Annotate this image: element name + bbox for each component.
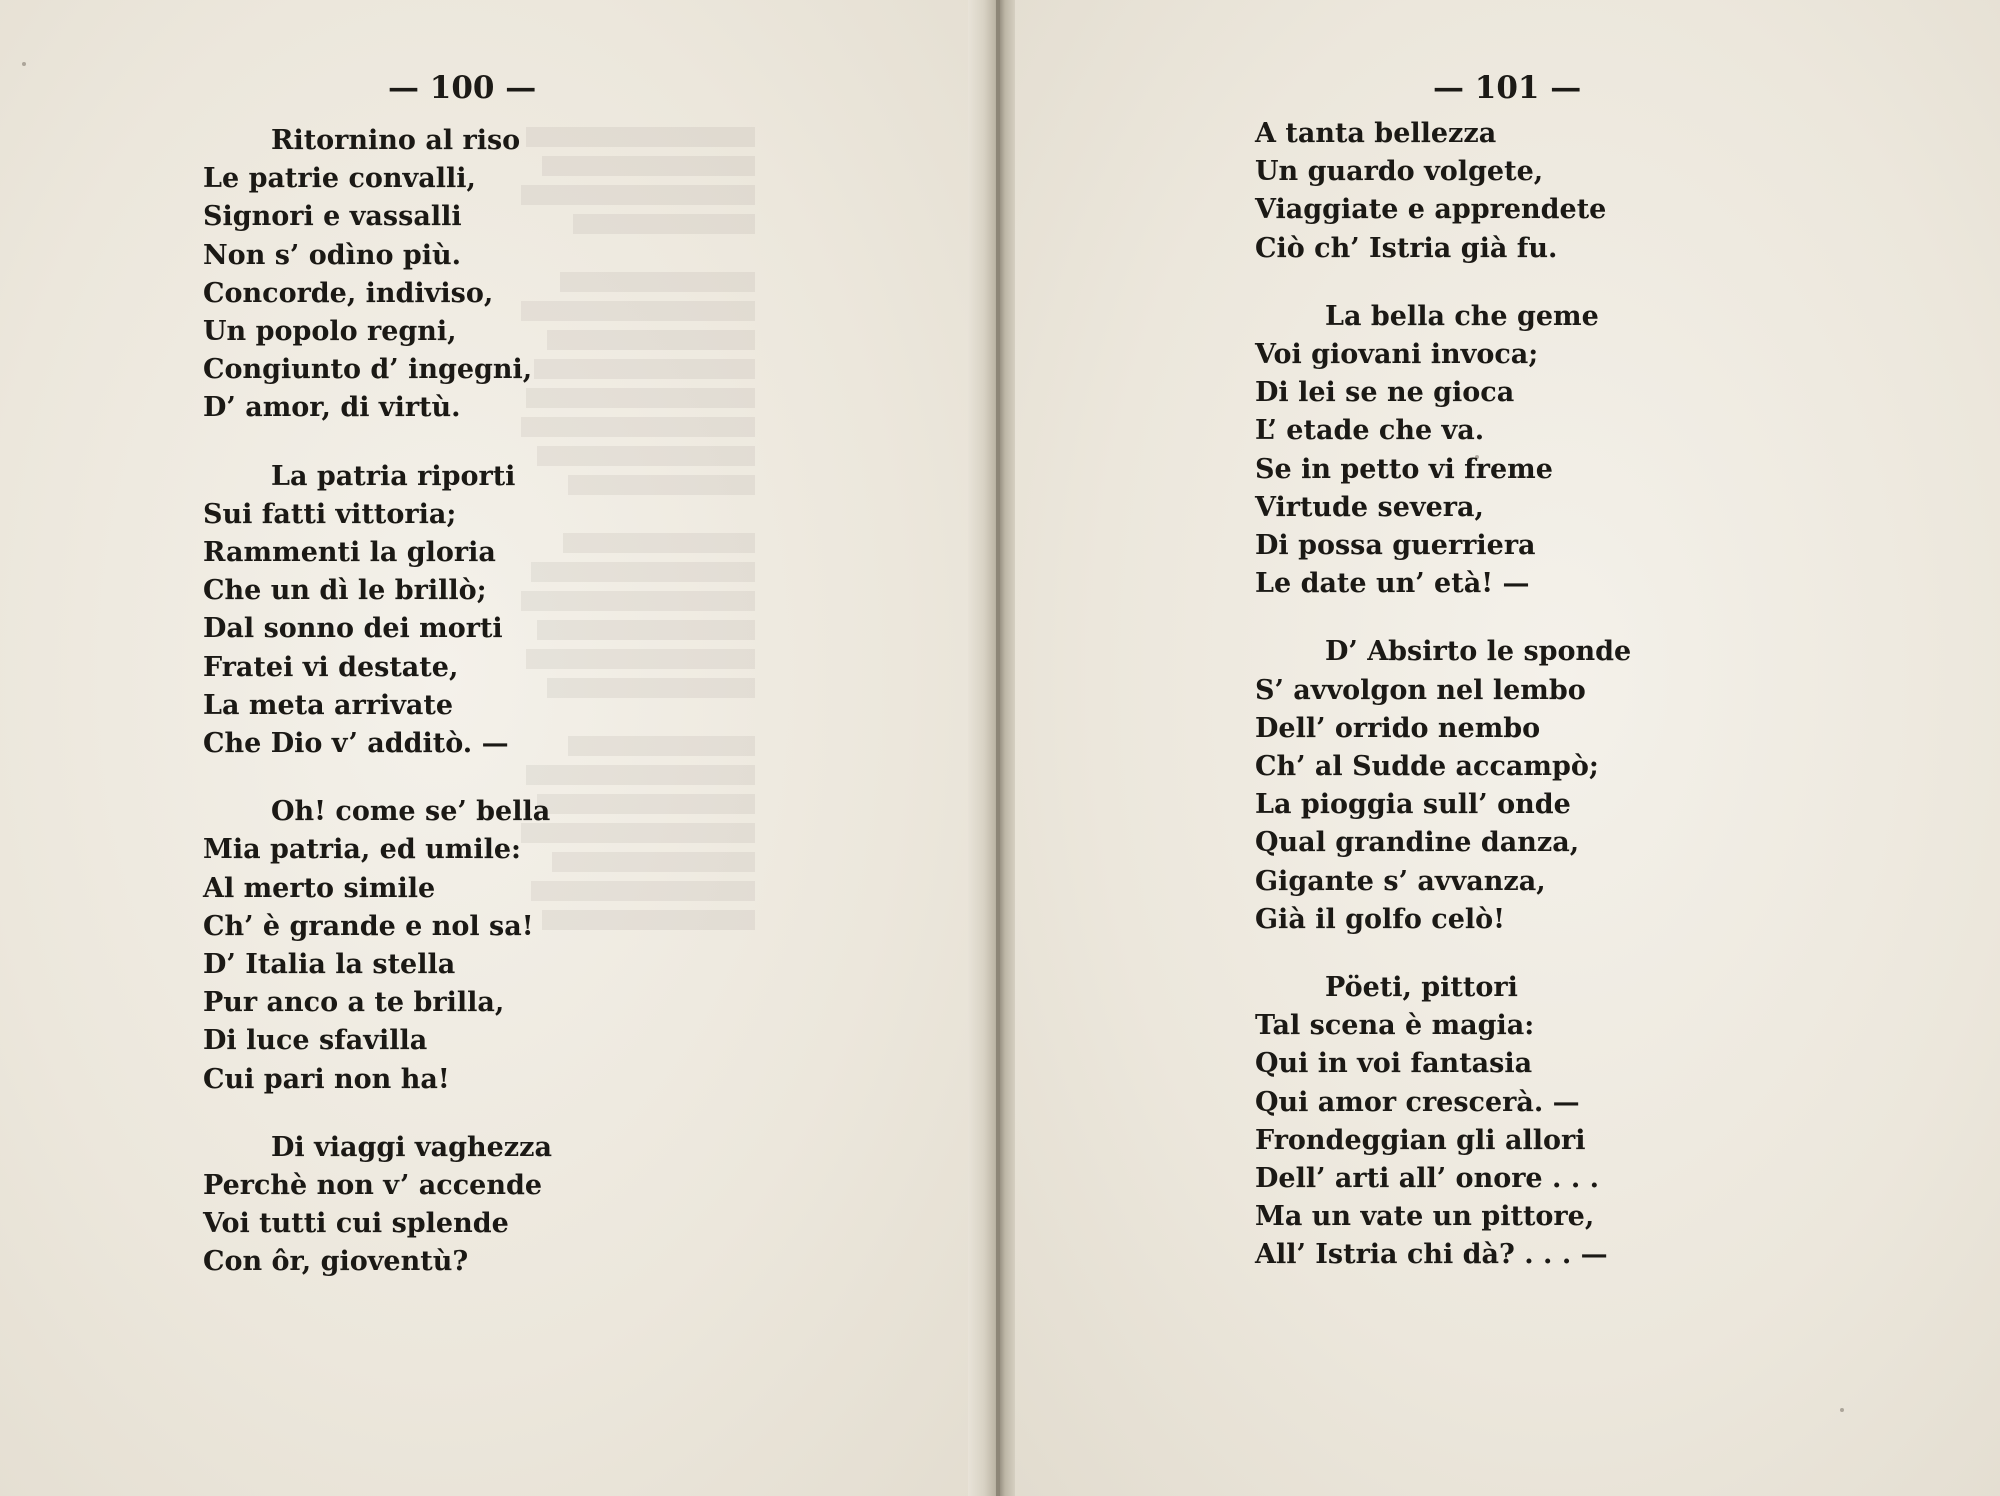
stanza (203, 458, 552, 764)
verse-line: Sui fatti vittoria; (203, 498, 457, 530)
stanza (1255, 298, 1631, 604)
stanza (203, 122, 552, 428)
verse-line: Qui in voi fantasia (1255, 1048, 1533, 1080)
verse-line: Dell’ orrido nembo (1255, 712, 1541, 744)
verse-line: Mia patria, ed umile: (203, 834, 521, 866)
paper-speck (1840, 1408, 1844, 1412)
left-page (0, 0, 985, 1496)
verse-line: Che un dì le brillò; (203, 575, 487, 607)
verse-line: La patria riporti (271, 460, 516, 492)
stanza (203, 793, 552, 1099)
verse-line: Viaggiate e apprendete (1255, 194, 1607, 226)
poem-column-left (203, 122, 552, 1312)
verse-line: Ch’ al Sudde accampò; (1255, 751, 1599, 783)
verse-line: Qual grandine danza, (1255, 827, 1580, 859)
paper-speck (22, 62, 26, 66)
verse-line: D’ Absirto le sponde (1325, 636, 1632, 668)
verse-line: S’ avvolgon nel lembo (1255, 674, 1586, 706)
right-page (1015, 0, 2000, 1496)
verse-line: La bella che geme (1325, 300, 1599, 332)
verse-line: All’ Istria chi dà? . . . — (1255, 1239, 1608, 1271)
paper-speck (1475, 455, 1479, 459)
verse-line: Qui amor crescerà. — (1255, 1086, 1580, 1118)
verse-line: Di viaggi vaghezza (271, 1131, 552, 1163)
verse-line: Già il golfo celò! (1255, 903, 1506, 935)
verse-line: Le date un’ età! — (1255, 568, 1530, 600)
verse-line: Un popolo regni, (203, 316, 457, 348)
verse-line: Pur anco a te brilla, (203, 987, 505, 1019)
verse-line: Ciò ch’ Istria già fu. (1255, 232, 1558, 264)
verse-line: Cui pari non ha! (203, 1063, 450, 1095)
verse-line: Signori e vassalli (203, 201, 462, 233)
stanza (1255, 115, 1631, 268)
verse-line: Ritornino al riso (271, 125, 521, 156)
verse-line: Perchè non v’ accende (203, 1170, 543, 1202)
verse-line: Oh! come se’ bella (271, 796, 551, 828)
page-number-left: — 100 — (388, 70, 537, 106)
verse-line: Al merto simile (203, 872, 436, 904)
verse-line: Ch’ è grande e nol sa! (203, 910, 534, 942)
verse-line: Di lei se ne gioca (1255, 377, 1515, 409)
stanza (1255, 633, 1631, 939)
verse-line: Se in petto vi freme (1255, 453, 1553, 485)
verse-line: Virtude severa, (1255, 491, 1484, 523)
verse-line: Di possa guerriera (1255, 530, 1536, 562)
verse-line: Dell’ arti all’ onore . . . (1255, 1163, 1600, 1195)
verse-line: A tanta bellezza (1255, 118, 1497, 149)
verse-line: Rammenti la gloria (203, 537, 496, 569)
gutter-fold-line (996, 0, 1000, 1496)
verse-line: Con ôr, gioventù? (203, 1246, 469, 1278)
verse-line: Fratei vi destate, (203, 651, 459, 683)
verse-line: Le patrie convalli, (203, 163, 476, 195)
verse-line: Ma un vate un pittore, (1255, 1201, 1595, 1233)
stanza (1255, 969, 1631, 1275)
page-number-right: — 101 — (1433, 70, 1582, 106)
verse-line: Concorde, indiviso, (203, 277, 494, 309)
verse-line: D’ amor, di virtù. (203, 392, 461, 424)
verse-line: Pöeti, pittori (1325, 972, 1518, 1004)
verse-line: Un guardo volgete, (1255, 156, 1544, 188)
verse-line: Di luce sfavilla (203, 1025, 428, 1057)
verse-line: Tal scena è magia: (1255, 1010, 1535, 1042)
verse-line: La pioggia sull’ onde (1255, 789, 1571, 821)
verse-line: Dal sonno dei morti (203, 613, 503, 645)
verse-line: Congiunto d’ ingegni, (203, 354, 533, 386)
stanza (203, 1129, 552, 1282)
verse-line: La meta arrivate (203, 689, 454, 721)
verse-line: Gigante s’ avvanza, (1255, 865, 1546, 897)
verse-line: Frondeggian gli allori (1255, 1124, 1586, 1156)
poem-column-right (1255, 115, 1631, 1305)
verse-line: L’ etade che va. (1255, 415, 1485, 447)
verse-line: Voi giovani invoca; (1255, 339, 1539, 371)
verse-line: D’ Italia la stella (203, 949, 456, 981)
verse-line: Voi tutti cui splende (203, 1208, 509, 1240)
verse-line: Che Dio v’ additò. — (203, 728, 509, 760)
verse-line: Non s’ odìno più. (203, 239, 462, 271)
